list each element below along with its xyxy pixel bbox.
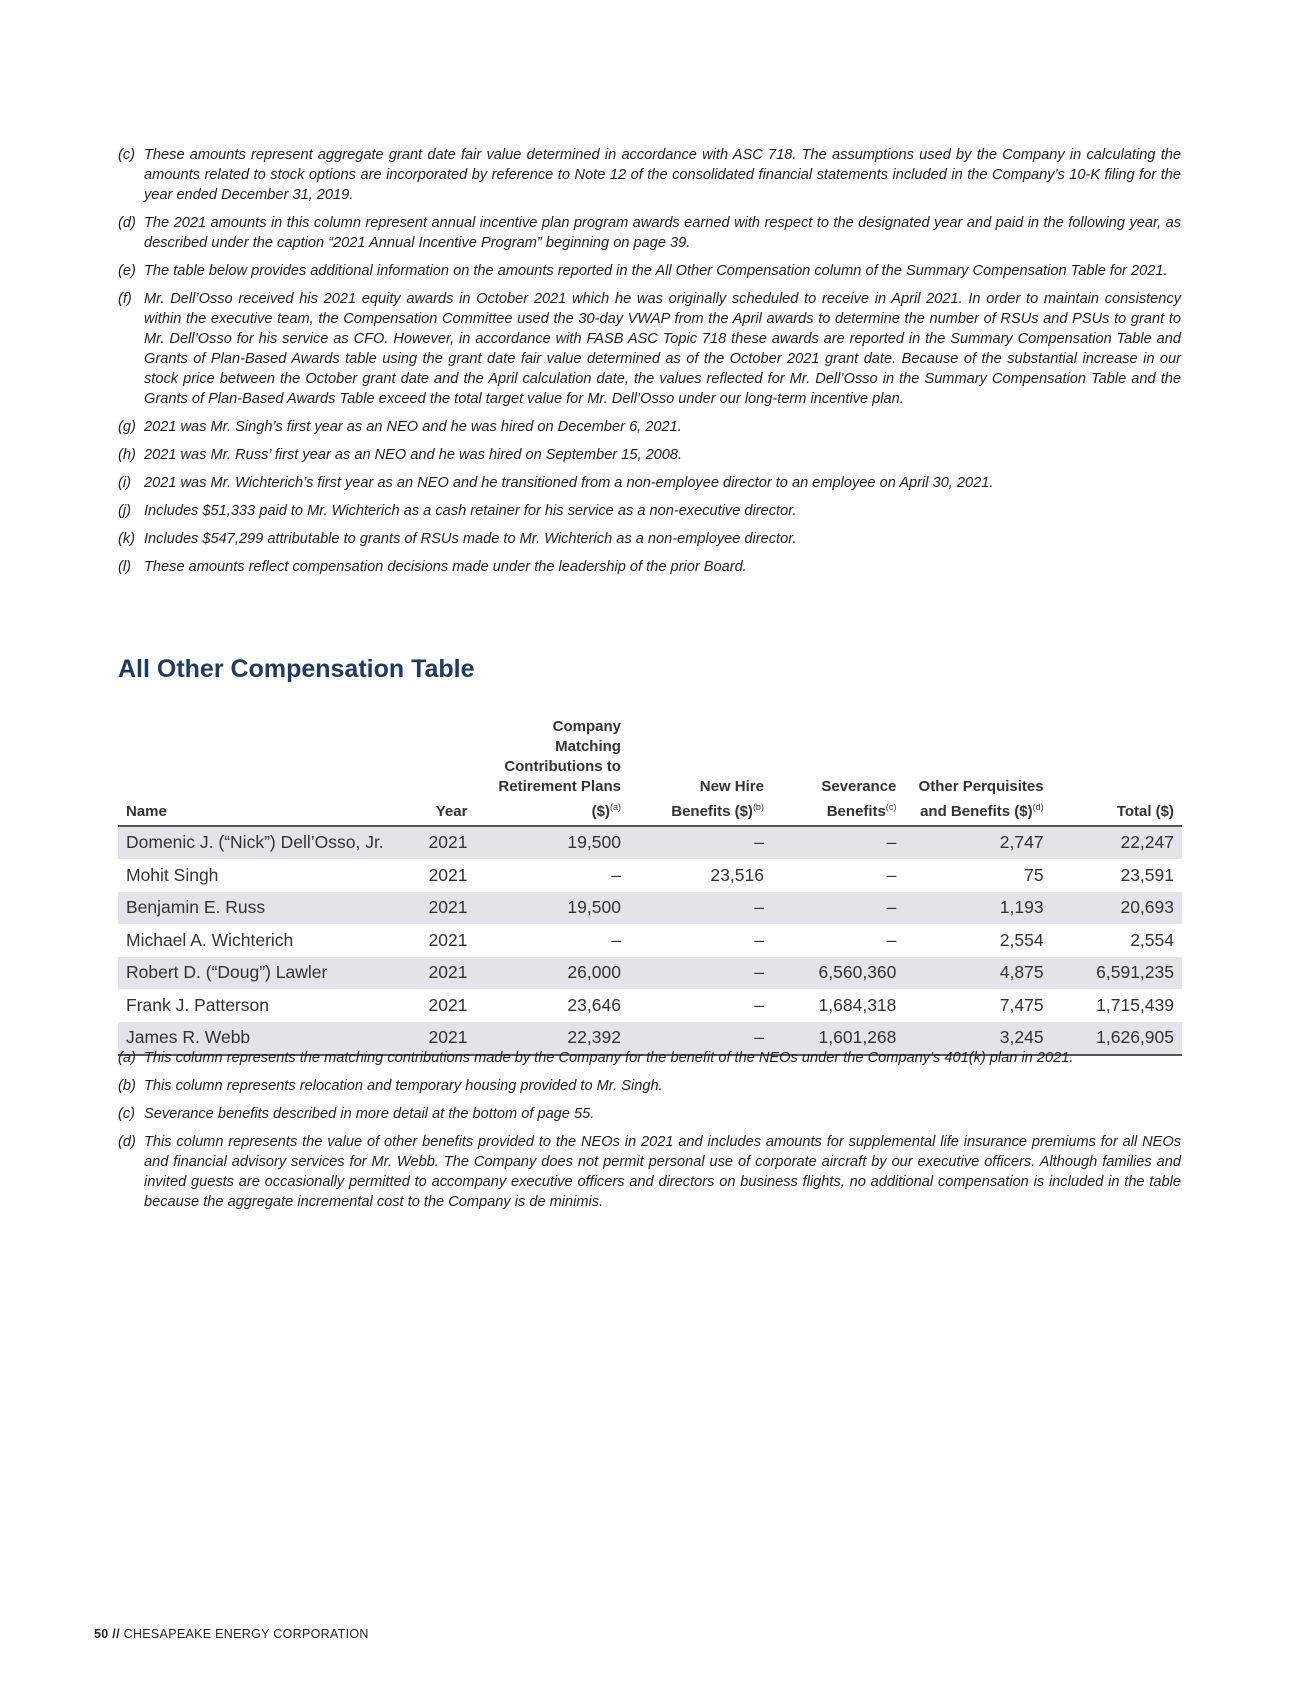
company-name: CHESAPEAKE ENERGY CORPORATION [123, 1627, 369, 1641]
cell-total: 23,591 [1052, 859, 1182, 892]
cell-matching: – [475, 859, 629, 892]
cell-name: Benjamin E. Russ [118, 892, 404, 925]
table-footnote-b [118, 1076, 1181, 1096]
cell-total: 6,591,235 [1052, 957, 1182, 990]
cell-severance: – [772, 924, 904, 957]
footnote-label: (f) [118, 291, 132, 307]
footnote-f [118, 289, 1181, 409]
cell-perquisites: 7,475 [904, 989, 1051, 1022]
table-row [118, 924, 1182, 957]
cell-perquisites: 2,747 [904, 826, 1051, 859]
footnote-label: (k) [118, 531, 136, 547]
footnote-text: This column represents the value of other benefits provided to the NEOs in 2021 and includes amounts for supplemental life insurance premiums for all NEOs and financial advisory services for Mr. Webb. The Company does not permit personal use of corporate aircraft by our executive officers. Although families and invited guests are occasionally permitted to accompany executive officers and directors on business flights, no additional compensation is included in the table because the aggregate incremental cost to the Company is de minimis. [144, 1134, 1181, 1210]
table-footnote-c [118, 1104, 1181, 1124]
cell-total: 20,693 [1052, 892, 1182, 925]
col-header-total: Total ($) [1052, 717, 1182, 826]
cell-total: 1,626,905 [1052, 1022, 1182, 1055]
table-row [118, 989, 1182, 1022]
footnote-text: The table below provides additional information on the amounts reported in the All Other Compensation column of the Summary Compensation Table for 2021. [144, 263, 1168, 279]
table-footnote-a [118, 1048, 1181, 1068]
footnote-label: (c) [118, 147, 136, 163]
footnote-text: These amounts reflect compensation decisions made under the leadership of the prior Board. [144, 559, 747, 575]
footnote-k [118, 529, 1181, 549]
footnote-text: This column represents relocation and temporary housing provided to Mr. Singh. [144, 1078, 663, 1094]
table-row [118, 957, 1182, 990]
cell-severance: 1,601,268 [772, 1022, 904, 1055]
cell-new-hire: 23,516 [629, 859, 772, 892]
footnote-text: Mr. Dell’Osso received his 2021 equity awards in October 2021 which he was originally scheduled to receive in April 2021. In order to maintain consistency within the executive team, the Compensation Committee used the 30-day VWAP from the April awards to determine the number of RSUs and PSUs to grant to Mr. Dell’Osso for his service as CFO. However, in accordance with FASB ASC Topic 718 these awards are reported in the Summary Compensation Table and Grants of Plan-Based Awards table using the grant date fair value determined as of the October 2021 grant date. Because of the substantial increase in our stock price between the October grant date and the April calculation date, the values reflected for Mr. Dell’Osso in the Summary Compensation Table and the Grants of Plan-Based Awards Table exceed the total target value for Mr. Dell’Osso under our long-term incentive plan. [144, 291, 1181, 407]
cell-name: Domenic J. (“Nick”) Dell’Osso, Jr. [118, 826, 404, 859]
table-header-row [118, 717, 1182, 826]
col-header-matching [475, 717, 629, 826]
footnote-text: 2021 was Mr. Wichterich’s first year as an NEO and he transitioned from a non-employee director to an employee on April 30, 2021. [144, 475, 994, 491]
cell-year: 2021 [404, 924, 475, 957]
col-header-year: Year [404, 717, 475, 826]
footnote-j [118, 501, 1181, 521]
col-header-label: New Hire Benefits ($) [671, 778, 764, 820]
col-header-note: (c) [885, 802, 897, 812]
cell-severance: 1,684,318 [772, 989, 904, 1022]
cell-severance: 6,560,360 [772, 957, 904, 990]
table-footnotes [118, 1048, 1181, 1220]
footnote-label: (g) [118, 419, 136, 435]
cell-perquisites: 4,875 [904, 957, 1051, 990]
footnote-g [118, 417, 1181, 437]
cell-new-hire: – [629, 924, 772, 957]
cell-year: 2021 [404, 859, 475, 892]
col-header-note: (b) [752, 802, 764, 812]
footnote-l [118, 557, 1181, 577]
footnote-label: (e) [118, 263, 136, 279]
footnote-text: This column represents the matching contributions made by the Company for the benefit of the NEOs under the Company’s 401(k) plan in 2021. [144, 1050, 1074, 1066]
cell-year: 2021 [404, 892, 475, 925]
footnote-label: (h) [118, 447, 136, 463]
footnote-label: (i) [118, 475, 131, 491]
top-footnotes [118, 145, 1181, 585]
footnote-i [118, 473, 1181, 493]
cell-perquisites: 75 [904, 859, 1051, 892]
footnote-label: (j) [118, 503, 131, 519]
cell-name: James R. Webb [118, 1022, 404, 1055]
footnote-c [118, 145, 1181, 205]
footnote-label: (l) [118, 559, 131, 575]
cell-name: Frank J. Patterson [118, 989, 404, 1022]
table-row [118, 892, 1182, 925]
cell-total: 22,247 [1052, 826, 1182, 859]
cell-matching: 26,000 [475, 957, 629, 990]
footer-separator: // [112, 1627, 120, 1641]
cell-total: 1,715,439 [1052, 989, 1182, 1022]
table-row [118, 859, 1182, 892]
col-header-label: Severance Benefits [821, 778, 897, 820]
cell-perquisites: 2,554 [904, 924, 1051, 957]
footnote-label: (c) [118, 1106, 136, 1122]
footnote-text: 2021 was Mr. Singh’s first year as an NEO and he was hired on December 6, 2021. [144, 419, 682, 435]
table-row [118, 826, 1182, 859]
footnote-text: Severance benefits described in more detail at the bottom of page 55. [144, 1106, 595, 1122]
footnote-text: 2021 was Mr. Russ’ first year as an NEO and he was hired on September 15, 2008. [144, 447, 683, 463]
cell-severance: – [772, 859, 904, 892]
cell-name: Robert D. (“Doug”) Lawler [118, 957, 404, 990]
cell-year: 2021 [404, 957, 475, 990]
footnote-label: (a) [118, 1050, 136, 1066]
footnote-text: The 2021 amounts in this column represent annual incentive plan program awards earned with respect to the designated year and paid in the following year, as described under the caption “2021 Annual Incentive Program” beginning on page 39. [144, 215, 1181, 251]
cell-severance: – [772, 892, 904, 925]
col-header-severance [772, 717, 904, 826]
footnote-label: (d) [118, 1134, 136, 1150]
table-footnote-d [118, 1132, 1181, 1212]
page-number: 50 [94, 1627, 109, 1641]
cell-matching: 19,500 [475, 892, 629, 925]
footnote-text: Includes $547,299 attributable to grants of RSUs made to Mr. Wichterich as a non-employee director. [144, 531, 797, 547]
footnote-text: These amounts represent aggregate grant date fair value determined in accordance with ASC 718. The assumptions used by the Company in calculating the amounts related to stock options are incorporated by reference to Note 12 of the consolidated financial statements included in the Company’s 10-K filing for the year ended December 31, 2019. [144, 147, 1181, 203]
cell-matching: 19,500 [475, 826, 629, 859]
cell-total: 2,554 [1052, 924, 1182, 957]
footnote-e [118, 261, 1181, 281]
footnote-label: (b) [118, 1078, 136, 1094]
col-header-perquisites [904, 717, 1051, 826]
col-header-label: Other Perquisites and Benefits ($) [918, 778, 1044, 820]
footnote-text: Includes $51,333 paid to Mr. Wichterich as a cash retainer for his service as a non-executive director. [144, 503, 797, 519]
cell-year: 2021 [404, 826, 475, 859]
col-header-label: Company Matching Contributions to Retirement Plans ($) [498, 718, 621, 820]
page-footer [94, 1627, 369, 1641]
cell-new-hire: – [629, 892, 772, 925]
col-header-name: Name [118, 717, 404, 826]
cell-name: Mohit Singh [118, 859, 404, 892]
cell-year: 2021 [404, 1022, 475, 1055]
section-title: All Other Compensation Table [118, 655, 475, 683]
all-other-compensation-table [118, 717, 1182, 1056]
footnote-d [118, 213, 1181, 253]
cell-severance: – [772, 826, 904, 859]
cell-matching: 22,392 [475, 1022, 629, 1055]
col-header-note: (a) [609, 802, 621, 812]
cell-new-hire: – [629, 826, 772, 859]
cell-name: Michael A. Wichterich [118, 924, 404, 957]
footnote-label: (d) [118, 215, 136, 231]
cell-new-hire: – [629, 989, 772, 1022]
footnote-h [118, 445, 1181, 465]
cell-matching: – [475, 924, 629, 957]
cell-matching: 23,646 [475, 989, 629, 1022]
cell-new-hire: – [629, 1022, 772, 1055]
cell-year: 2021 [404, 989, 475, 1022]
cell-perquisites: 3,245 [904, 1022, 1051, 1055]
col-header-new-hire [629, 717, 772, 826]
cell-new-hire: – [629, 957, 772, 990]
col-header-note: (d) [1032, 802, 1044, 812]
cell-perquisites: 1,193 [904, 892, 1051, 925]
